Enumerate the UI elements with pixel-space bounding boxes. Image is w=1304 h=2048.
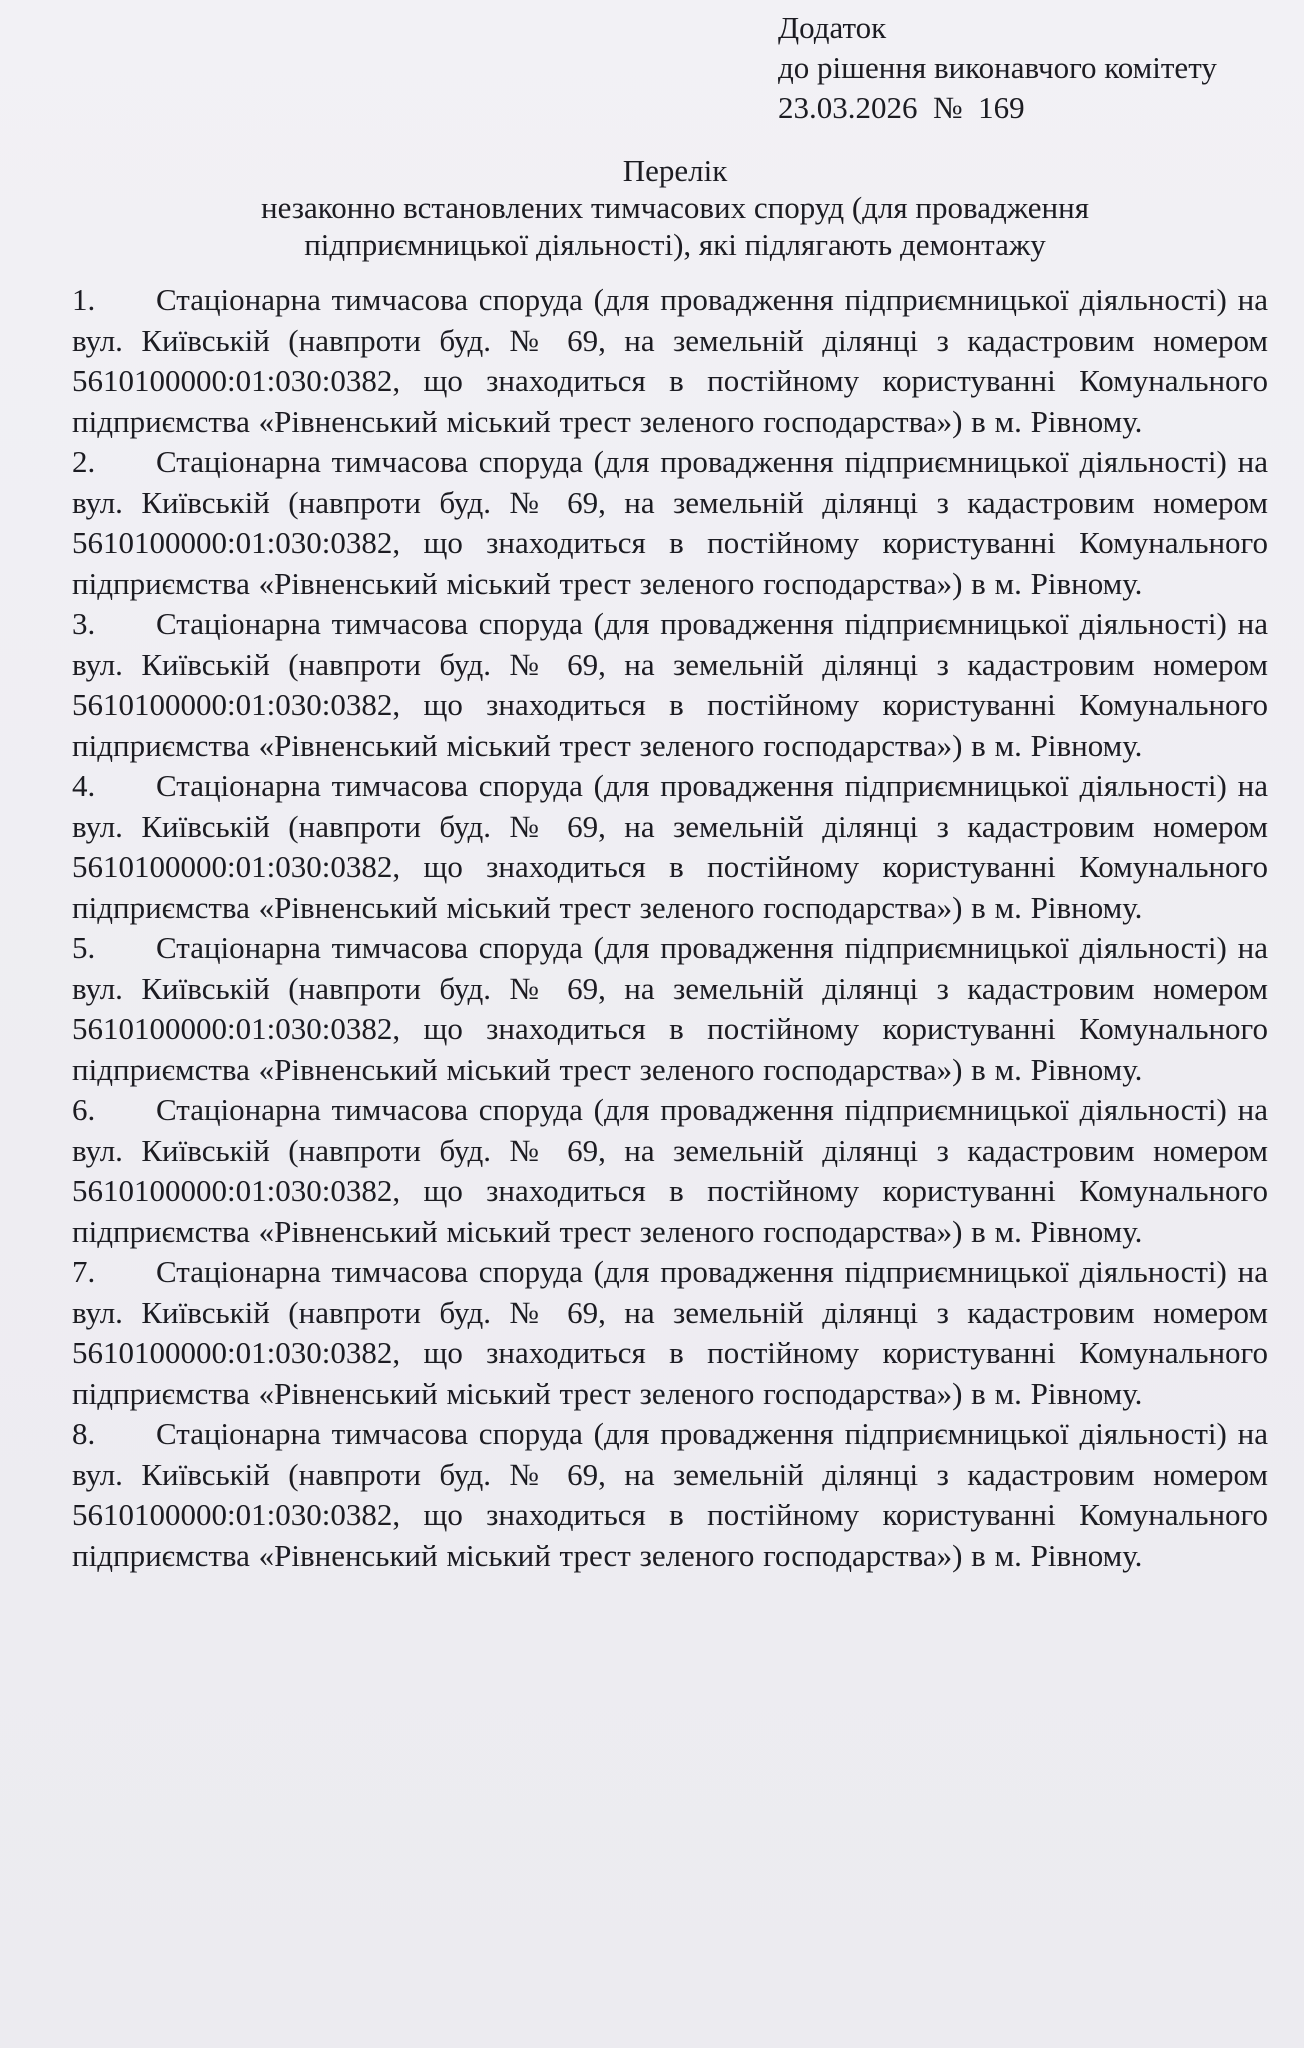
item-text: Стаціонарна тимчасова споруда (для провадження підприємницької діяльності) на вул. Київській (навпроти буд. № 69, на земельній ділянці з кадастровим номером 5610100000:01:030:0382, що знаходиться в постійному користуванні Комунального підприємства «Рівненський міський трест зеленого господарства») в м. Рівному.: [72, 930, 1268, 1087]
item-number: 8.: [72, 1416, 96, 1451]
list-item: [72, 1252, 1268, 1414]
title-line-1: Перелік: [622, 153, 728, 188]
document-title: [100, 152, 1250, 263]
list-item: [72, 928, 1268, 1090]
appendix-title: Додаток: [778, 10, 887, 45]
list-item: [72, 604, 1268, 766]
item-text: Стаціонарна тимчасова споруда (для провадження підприємницької діяльності) на вул. Київській (навпроти буд. № 69, на земельній ділянці з кадастровим номером 5610100000:01:030:0382, що знаходиться в постійному користуванні Комунального підприємства «Рівненський міський трест зеленого господарства») в м. Рівному.: [72, 1416, 1268, 1573]
title-line-2: незаконно встановлених тимчасових споруд (для провадження: [260, 190, 1089, 225]
item-number: 2.: [72, 444, 96, 479]
appendix-date-number: 23.03.2026 № 169: [778, 90, 1025, 125]
item-text: Стаціонарна тимчасова споруда (для провадження підприємницької діяльності) на вул. Київській (навпроти буд. № 69, на земельній ділянці з кадастровим номером 5610100000:01:030:0382, що знаходиться в постійному користуванні Комунального підприємства «Рівненський міський трест зеленого господарства») в м. Рівному.: [72, 444, 1268, 601]
item-text: Стаціонарна тимчасова споруда (для провадження підприємницької діяльності) на вул. Київській (навпроти буд. № 69, на земельній ділянці з кадастровим номером 5610100000:01:030:0382, що знаходиться в постійному користуванні Комунального підприємства «Рівненський міський трест зеленого господарства») в м. Рівному.: [72, 606, 1268, 763]
item-number: 4.: [72, 768, 96, 803]
list-item: [72, 442, 1268, 604]
item-text: Стаціонарна тимчасова споруда (для провадження підприємницької діяльності) на вул. Київській (навпроти буд. № 69, на земельній ділянці з кадастровим номером 5610100000:01:030:0382, що знаходиться в постійному користуванні Комунального підприємства «Рівненський міський трест зеленого господарства») в м. Рівному.: [72, 282, 1268, 439]
item-number: 6.: [72, 1092, 96, 1127]
item-number: 5.: [72, 930, 96, 965]
item-number: 7.: [72, 1254, 96, 1289]
list-item: [72, 1090, 1268, 1252]
item-number: 3.: [72, 606, 96, 641]
list-item: [72, 280, 1268, 442]
appendix-reference: до рішення виконавчого комітету: [778, 50, 1217, 85]
structures-list: [72, 280, 1268, 1576]
list-item: [72, 1414, 1268, 1576]
item-text: Стаціонарна тимчасова споруда (для провадження підприємницької діяльності) на вул. Київській (навпроти буд. № 69, на земельній ділянці з кадастровим номером 5610100000:01:030:0382, що знаходиться в постійному користуванні Комунального підприємства «Рівненський міський трест зеленого господарства») в м. Рівному.: [72, 768, 1268, 925]
title-line-3: підприємницької діяльності), які підлягають демонтажу: [304, 227, 1046, 262]
item-text: Стаціонарна тимчасова споруда (для провадження підприємницької діяльності) на вул. Київській (навпроти буд. № 69, на земельній ділянці з кадастровим номером 5610100000:01:030:0382, що знаходиться в постійному користуванні Комунального підприємства «Рівненський міський трест зеленого господарства») в м. Рівному.: [72, 1254, 1268, 1411]
appendix-header: [778, 8, 1217, 128]
item-number: 1.: [72, 282, 96, 317]
list-item: [72, 766, 1268, 928]
item-text: Стаціонарна тимчасова споруда (для провадження підприємницької діяльності) на вул. Київській (навпроти буд. № 69, на земельній ділянці з кадастровим номером 5610100000:01:030:0382, що знаходиться в постійному користуванні Комунального підприємства «Рівненський міський трест зеленого господарства») в м. Рівному.: [72, 1092, 1268, 1249]
